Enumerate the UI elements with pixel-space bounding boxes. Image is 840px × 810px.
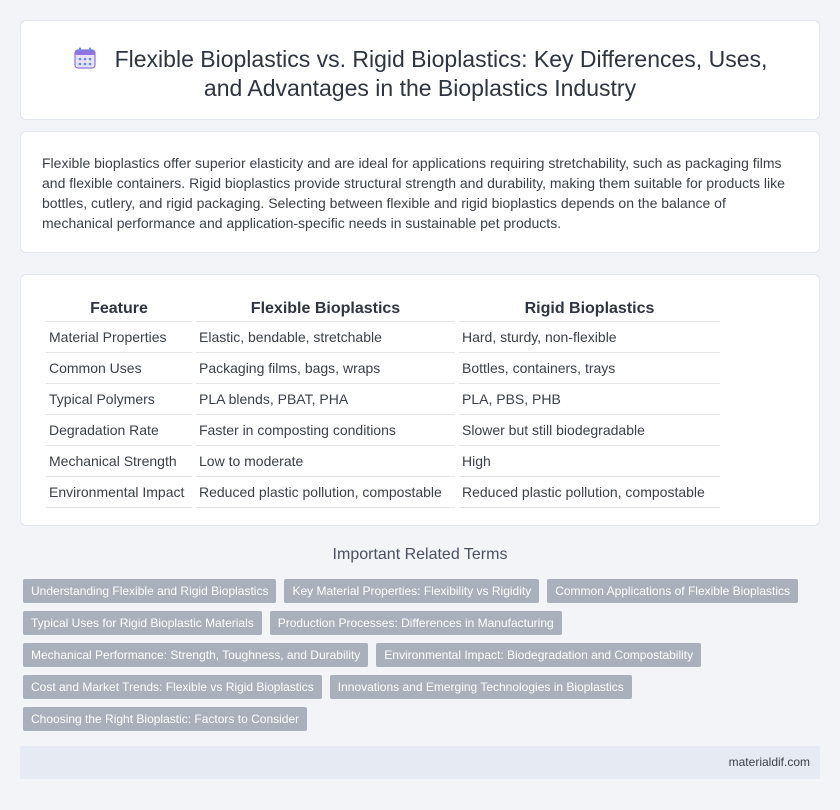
- table-cell: PLA blends, PBAT, PHA: [196, 384, 455, 415]
- calendar-icon: [73, 46, 97, 70]
- table-cell: Bottles, containers, trays: [459, 353, 720, 384]
- header-feature: Feature: [46, 294, 192, 322]
- table-row: [46, 384, 720, 415]
- footer-site-link[interactable]: materialdif.com: [728, 755, 810, 769]
- related-terms-heading: Important Related Terms: [332, 546, 508, 563]
- table-cell: Hard, sturdy, non-flexible: [459, 322, 720, 353]
- table-header-row: [46, 294, 720, 322]
- table-cell: PLA, PBS, PHB: [459, 384, 720, 415]
- related-term-tag[interactable]: Key Material Properties: Flexibility vs Rigidity: [284, 579, 539, 603]
- table-cell: Low to moderate: [196, 446, 455, 477]
- table-cell: Material Properties: [46, 322, 192, 353]
- related-term-tag[interactable]: Innovations and Emerging Technologies in Bioplastics: [330, 675, 632, 699]
- table-cell: Common Uses: [46, 353, 192, 384]
- related-term-tag[interactable]: Choosing the Right Bioplastic: Factors to Consider: [23, 707, 307, 731]
- title-card: [20, 20, 820, 120]
- table-row: [46, 477, 720, 508]
- table-cell: Reduced plastic pollution, compostable: [196, 477, 455, 508]
- table-row: [46, 322, 720, 353]
- table-cell: Reduced plastic pollution, compostable: [459, 477, 720, 508]
- table-cell: High: [459, 446, 720, 477]
- related-term-tag[interactable]: Understanding Flexible and Rigid Bioplastics: [23, 579, 276, 603]
- related-term-tag[interactable]: Production Processes: Differences in Manufacturing: [270, 611, 562, 635]
- page-title-wrap: [61, 45, 779, 103]
- related-term-tag[interactable]: Cost and Market Trends: Flexible vs Rigid Bioplastics: [23, 675, 322, 699]
- related-terms-list: [23, 579, 803, 731]
- related-term-tag[interactable]: Environmental Impact: Biodegradation and Compostability: [376, 643, 701, 667]
- header-rigid: Rigid Bioplastics: [459, 294, 720, 322]
- related-term-tag[interactable]: Common Applications of Flexible Bioplastics: [547, 579, 798, 603]
- related-term-tag[interactable]: Typical Uses for Rigid Bioplastic Materials: [23, 611, 262, 635]
- related-term-tag[interactable]: Mechanical Performance: Strength, Toughness, and Durability: [23, 643, 368, 667]
- intro-card: [20, 131, 820, 253]
- table-cell: Elastic, bendable, stretchable: [196, 322, 455, 353]
- table-cell: Degradation Rate: [46, 415, 192, 446]
- table-cell: Faster in composting conditions: [196, 415, 455, 446]
- comparison-table-card: [20, 274, 820, 526]
- footer-bar: [20, 746, 820, 779]
- table-cell: Slower but still biodegradable: [459, 415, 720, 446]
- table-row: [46, 415, 720, 446]
- table-row: [46, 353, 720, 384]
- table-cell: Environmental Impact: [46, 477, 192, 508]
- table-cell: Mechanical Strength: [46, 446, 192, 477]
- comparison-table: [42, 294, 724, 508]
- table-row: [46, 446, 720, 477]
- table-cell: Typical Polymers: [46, 384, 192, 415]
- page-title: Flexible Bioplastics vs. Rigid Bioplastics: Key Differences, Uses, and Advantages in the Bioplastics Industry: [114, 46, 768, 101]
- intro-paragraph: Flexible bioplastics offer superior elasticity and are ideal for applications requiring stretchability, such as packaging films and flexible containers. Rigid bioplastics provide structural strength and durability, making them suitable for products like bottles, cutlery, and rigid packaging. Selecting between flexible and rigid bioplastics depends on the balance of mechanical performance and application-specific needs in sustainable pet products.: [42, 155, 785, 231]
- header-flexible: Flexible Bioplastics: [196, 294, 455, 322]
- table-cell: Packaging films, bags, wraps: [196, 353, 455, 384]
